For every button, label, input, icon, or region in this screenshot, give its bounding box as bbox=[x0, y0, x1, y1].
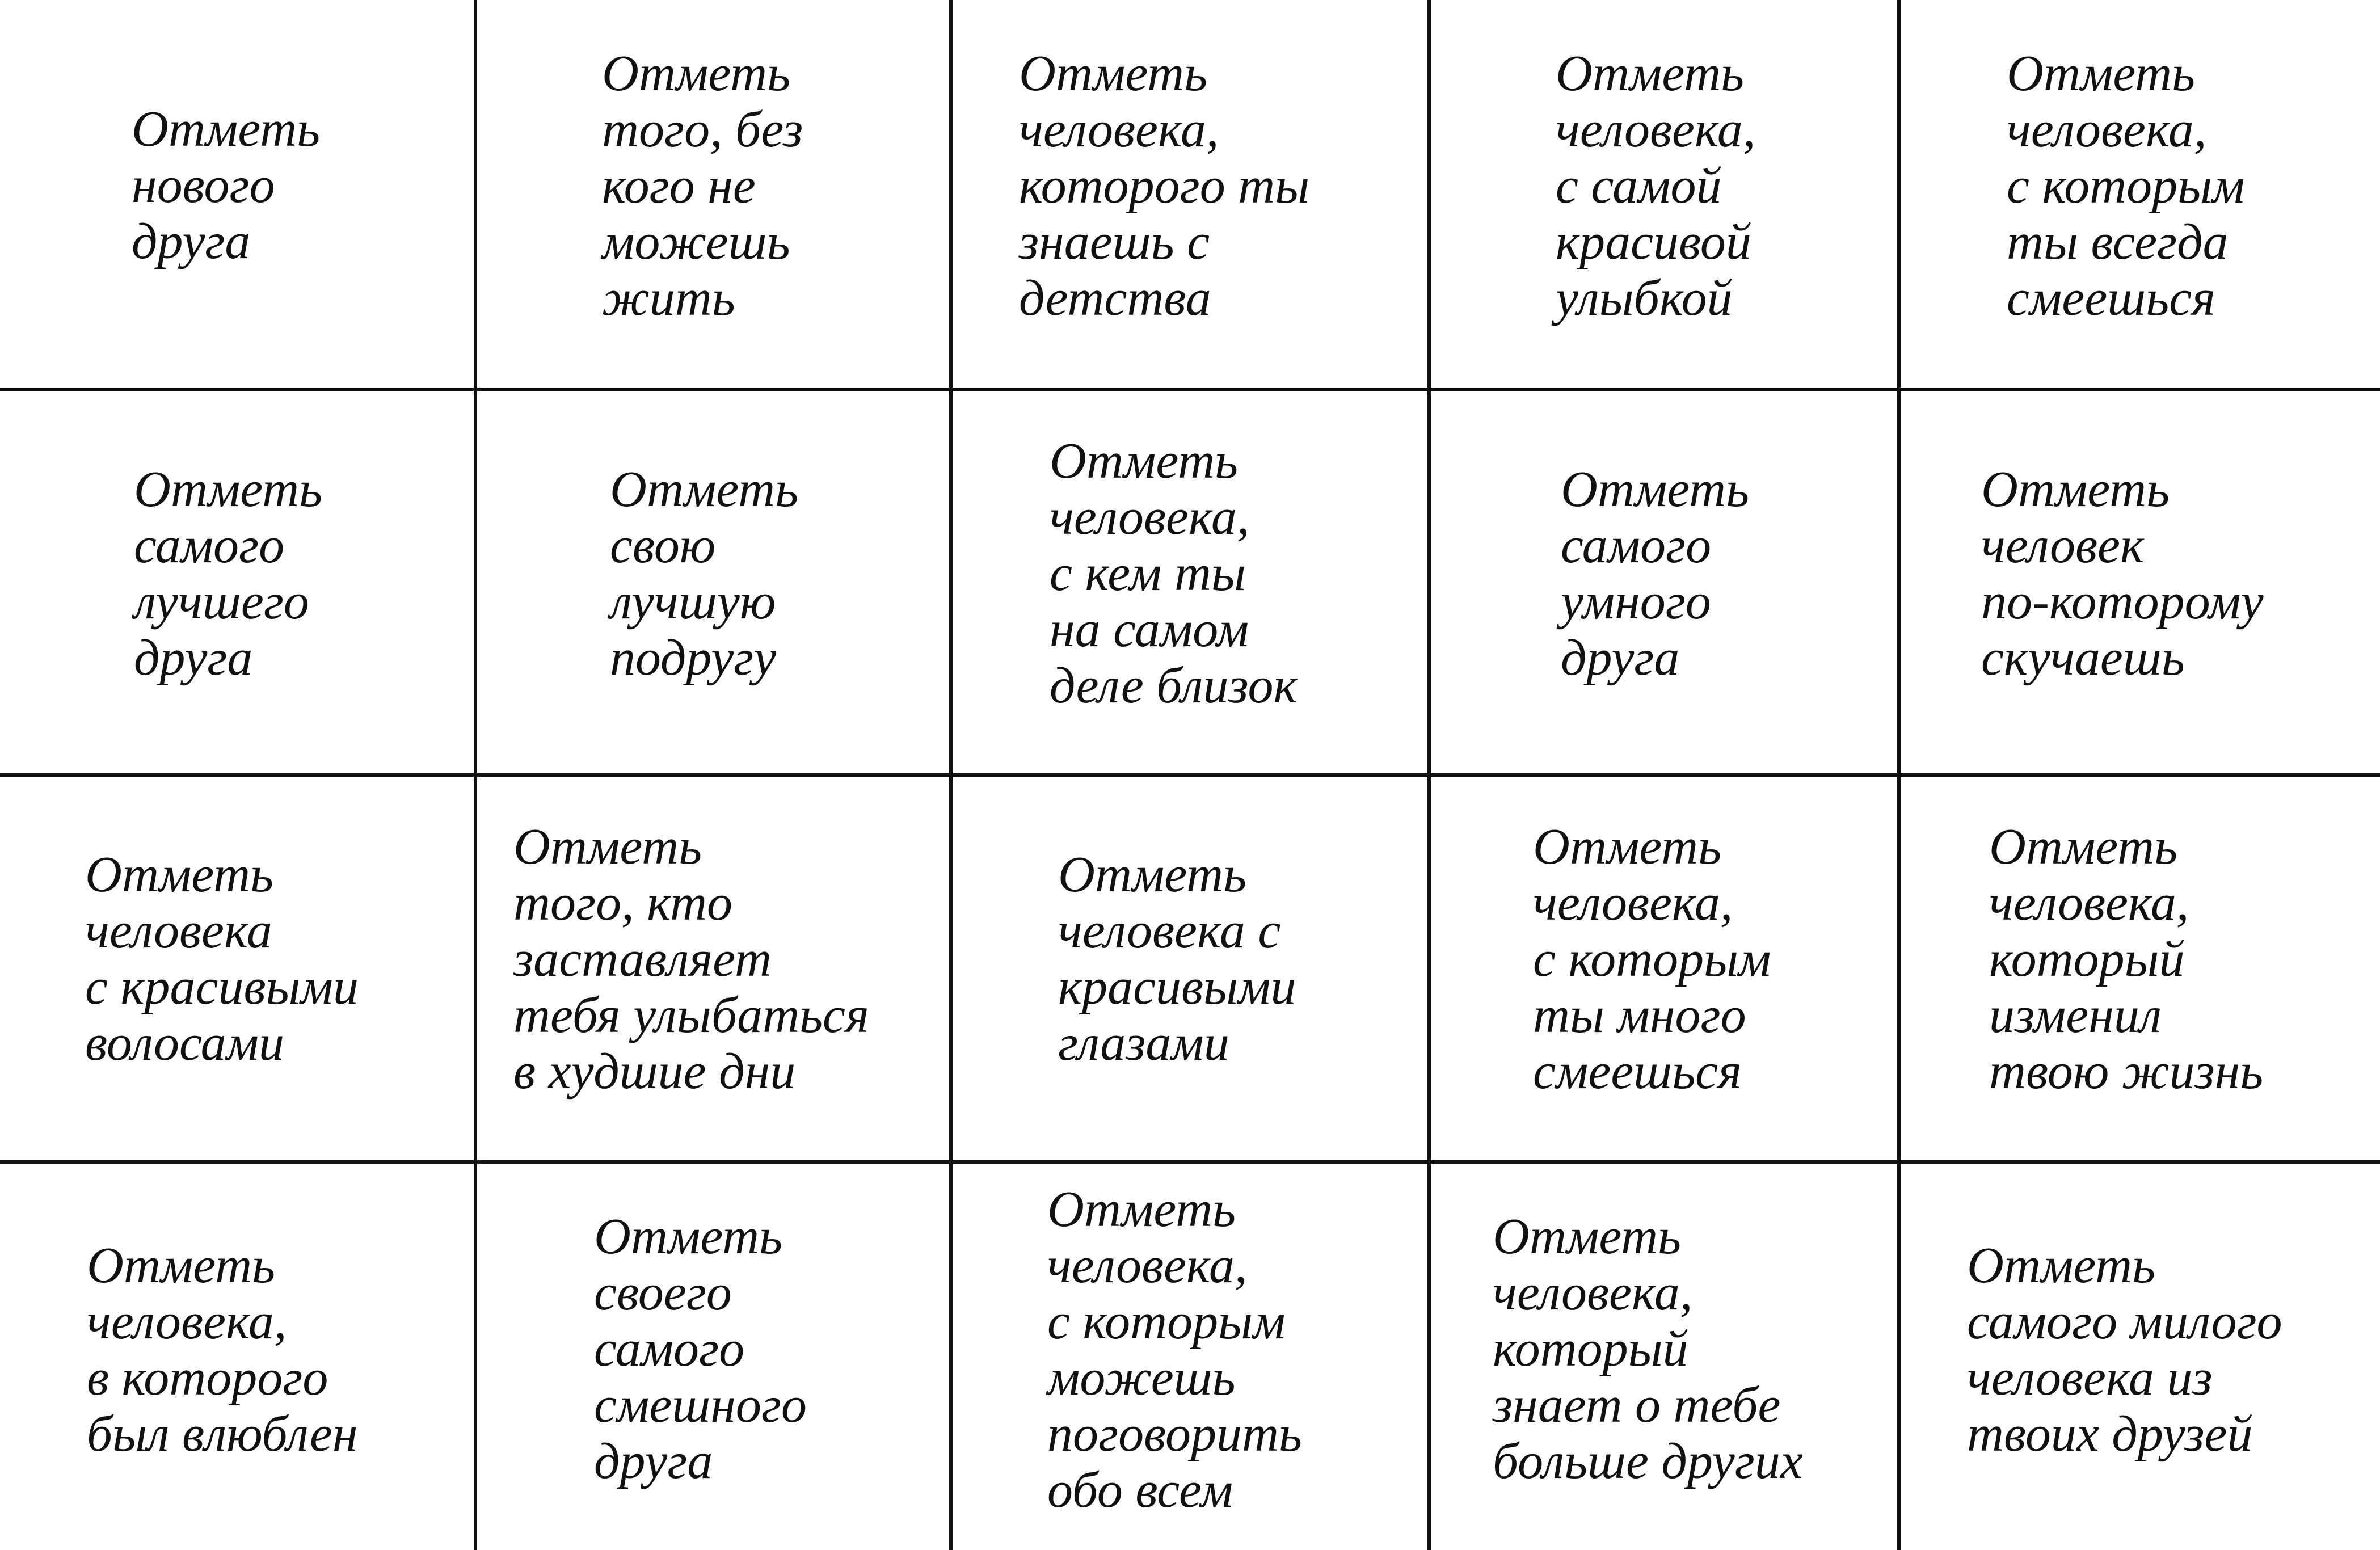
cell-line: Отметь bbox=[85, 846, 274, 903]
cell-line: с самой bbox=[1556, 158, 1722, 214]
cell-line: человек bbox=[1981, 517, 2145, 574]
cell-line: скучаешь bbox=[1981, 630, 2185, 686]
cell-line: человека, bbox=[87, 1294, 287, 1350]
bingo-cell[interactable] bbox=[602, 45, 803, 326]
cell-line: ты всегда bbox=[2007, 214, 2229, 270]
cell-line: Отметь bbox=[602, 45, 791, 102]
cell-line: улыбкой bbox=[1556, 270, 1733, 326]
cell-line: Отметь bbox=[1058, 846, 1247, 903]
cell-line: нового bbox=[132, 157, 275, 213]
cell-line: Отметь bbox=[594, 1208, 783, 1265]
cell-line: смеешься bbox=[1533, 1043, 1742, 1100]
cell-line: изменил bbox=[1989, 987, 2162, 1043]
cell-line: волосами bbox=[85, 1015, 285, 1071]
grid-hline-3 bbox=[0, 1160, 2380, 1164]
cell-line: Отметь bbox=[513, 819, 702, 875]
bingo-cell[interactable] bbox=[1989, 819, 2263, 1100]
cell-line: с красивыми bbox=[85, 959, 359, 1015]
cell-line: самого bbox=[594, 1321, 745, 1377]
cell-line: с которым bbox=[1533, 931, 1771, 987]
bingo-cell[interactable] bbox=[1967, 1237, 2282, 1462]
cell-line: Отметь bbox=[1989, 819, 2178, 875]
cell-line: самого bbox=[134, 517, 285, 574]
cell-line: свою bbox=[610, 517, 716, 574]
bingo-cell[interactable] bbox=[87, 1237, 358, 1462]
cell-line: обо всем bbox=[1047, 1462, 1233, 1518]
cell-line: Отметь bbox=[1493, 1208, 1682, 1265]
cell-line: смешного bbox=[594, 1377, 807, 1433]
cell-line: человека, bbox=[1047, 1237, 1248, 1294]
cell-line: Отметь bbox=[1981, 461, 2170, 517]
cell-line: который bbox=[1989, 931, 2185, 987]
cell-line: который bbox=[1493, 1321, 1688, 1377]
cell-line: с кем ты bbox=[1050, 545, 1246, 601]
cell-line: Отметь bbox=[2007, 45, 2196, 102]
cell-line: Отметь bbox=[1050, 433, 1239, 489]
bingo-cell[interactable] bbox=[85, 846, 359, 1071]
cell-line: друга bbox=[134, 630, 253, 686]
cell-line: подругу bbox=[610, 630, 777, 686]
cell-line: Отметь bbox=[1967, 1237, 2156, 1294]
bingo-cell[interactable] bbox=[1047, 1181, 1302, 1518]
cell-line: Отметь bbox=[87, 1237, 276, 1294]
cell-line: детства bbox=[1019, 270, 1211, 326]
cell-line: знает о тебе bbox=[1493, 1377, 1781, 1433]
cell-line: человека, bbox=[1533, 875, 1733, 931]
cell-line: можешь bbox=[602, 214, 790, 270]
cell-line: человека, bbox=[2007, 102, 2207, 158]
bingo-cell[interactable] bbox=[1493, 1208, 1803, 1489]
cell-line: знаешь с bbox=[1019, 214, 1210, 270]
cell-line: жить bbox=[602, 270, 735, 326]
cell-line: в худшие дни bbox=[513, 1043, 796, 1100]
cell-line: с которым bbox=[1047, 1294, 1286, 1350]
bingo-cell[interactable] bbox=[513, 819, 869, 1100]
cell-line: человека, bbox=[1493, 1265, 1693, 1321]
cell-line: красивыми bbox=[1058, 959, 1296, 1015]
cell-line: твоих друзей bbox=[1967, 1406, 2253, 1462]
cell-line: ты много bbox=[1533, 987, 1746, 1043]
bingo-cell[interactable] bbox=[2007, 45, 2245, 326]
cell-line: друга bbox=[132, 213, 251, 269]
cell-line: друга bbox=[1561, 630, 1680, 686]
cell-line: можешь bbox=[1047, 1350, 1236, 1406]
cell-line: Отметь bbox=[1533, 819, 1722, 875]
cell-line: человека, bbox=[1556, 102, 1756, 158]
bingo-cell[interactable] bbox=[134, 461, 322, 686]
cell-line: самого bbox=[1561, 517, 1712, 574]
cell-line: в которого bbox=[87, 1350, 328, 1406]
cell-line: человека, bbox=[1050, 489, 1250, 545]
cell-line: умного bbox=[1561, 574, 1711, 630]
cell-line: человека bbox=[85, 903, 272, 959]
grid-hline-2 bbox=[0, 773, 2380, 777]
bingo-cell[interactable] bbox=[1050, 433, 1298, 714]
bingo-cell[interactable] bbox=[1561, 461, 1749, 686]
cell-line: лучшего bbox=[134, 574, 309, 630]
cell-line: самого милого bbox=[1967, 1294, 2282, 1350]
cell-line: заставляет bbox=[513, 931, 772, 987]
cell-line: на самом bbox=[1050, 601, 1249, 658]
cell-line: тебя улыбаться bbox=[513, 987, 869, 1043]
cell-line: Отметь bbox=[1556, 45, 1745, 102]
cell-line: Отметь bbox=[1047, 1181, 1236, 1237]
cell-line: того, кто bbox=[513, 875, 733, 931]
cell-line: Отметь bbox=[1561, 461, 1750, 517]
cell-line: того, без bbox=[602, 102, 803, 158]
cell-line: человека из bbox=[1967, 1350, 2213, 1406]
cell-line: лучшую bbox=[610, 574, 776, 630]
grid-hline-1 bbox=[0, 387, 2380, 391]
cell-line: деле близок bbox=[1050, 658, 1298, 714]
cell-line: смеешься bbox=[2007, 270, 2215, 326]
bingo-cell[interactable] bbox=[610, 461, 798, 686]
cell-line: больше других bbox=[1493, 1433, 1803, 1489]
cell-line: которого ты bbox=[1019, 158, 1310, 214]
cell-line: Отметь bbox=[1019, 45, 1208, 102]
cell-line: человека с bbox=[1058, 903, 1281, 959]
cell-line: твою жизнь bbox=[1989, 1043, 2264, 1100]
bingo-cell[interactable] bbox=[1533, 819, 1771, 1100]
bingo-cell[interactable] bbox=[1981, 461, 2264, 686]
cell-line: был влюблен bbox=[87, 1406, 358, 1462]
cell-line: человека, bbox=[1019, 102, 1219, 158]
bingo-cell[interactable] bbox=[1556, 45, 1755, 326]
bingo-cell[interactable] bbox=[132, 101, 320, 269]
cell-line: Отметь bbox=[134, 461, 323, 517]
cell-line: человека, bbox=[1989, 875, 2189, 931]
cell-line: красивой bbox=[1556, 214, 1751, 270]
cell-line: с которым bbox=[2007, 158, 2245, 214]
bingo-cell[interactable] bbox=[1058, 846, 1296, 1071]
cell-line: кого не bbox=[602, 158, 756, 214]
bingo-cell[interactable] bbox=[594, 1208, 807, 1489]
cell-line: глазами bbox=[1058, 1015, 1229, 1071]
bingo-cell[interactable] bbox=[1019, 45, 1309, 326]
cell-line: поговорить bbox=[1047, 1406, 1302, 1462]
cell-line: по-которому bbox=[1981, 574, 2264, 630]
cell-line: Отметь bbox=[132, 101, 321, 157]
cell-line: Отметь bbox=[610, 461, 799, 517]
cell-line: друга bbox=[594, 1433, 713, 1489]
cell-line: своего bbox=[594, 1265, 732, 1321]
